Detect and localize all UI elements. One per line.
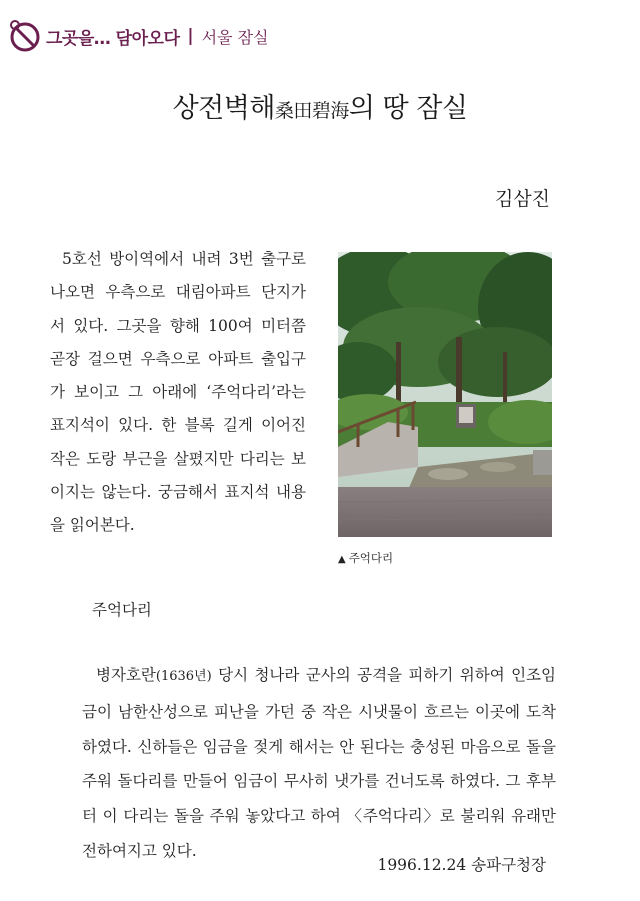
inscription-year: (1636년) bbox=[155, 669, 212, 684]
author-name: 김삼진 bbox=[494, 188, 550, 210]
photo-caption bbox=[338, 550, 393, 566]
intro-paragraph: 5호선 방이역에서 내려 3번 출구로 나오면 우측으로 대림아파트 단지가 서 있다. 그곳을 향해 100여 미터쯤 곧장 걸으면 우측으로 아파트 출입구가 보이고 그 아래에 ‘주억다리’라는 표지석이 있다. 한 블록 길게 이어진 작은 도랑 부근을 살폈지만 다리는 보이지는 않는다. 궁금해서 표지석 내용을 읽어본다. bbox=[50, 250, 306, 535]
inscription-paragraph bbox=[82, 658, 556, 869]
magnifier-circle-icon bbox=[8, 19, 42, 53]
inscription-signature: 1996.12.24 송파구청장 bbox=[377, 856, 546, 874]
title-hanja: 桑田碧海 bbox=[274, 100, 349, 122]
section-title: 그곳을… 담아오다 bbox=[46, 28, 180, 49]
photo-caption-text: 주억다리 bbox=[348, 551, 394, 565]
inscription-heading: 주억다리 bbox=[92, 601, 152, 619]
title-suffix: 의 땅 잠실 bbox=[348, 93, 468, 124]
park-bridge-photo bbox=[338, 252, 552, 537]
section-header bbox=[8, 16, 269, 56]
inscription-start: 병자호란 bbox=[96, 666, 156, 684]
triangle-marker-icon: ▲ bbox=[338, 554, 346, 565]
header-separator: | bbox=[187, 26, 194, 46]
title-prefix: 상전벽해 bbox=[172, 93, 275, 124]
article-title bbox=[0, 86, 640, 125]
inscription-rest: 당시 청나라 군사의 공격을 피하기 위하여 인조임금이 남한산성으로 피난을 가던 중 작은 시냇물이 흐르는 이곳에 도착하였다. 신하들은 임금을 젖게 해서는 안 된다는 충성된 마음으로 돌을 주워 돌다리를 만들어 임금이 무사히 냇가를 건너도록 하였다. 그 후부터 이 다리는 돌을 주워 놓았다고 하여 〈주억다리〉로 불리워 유래만 전하여지고 있다. bbox=[82, 666, 556, 860]
section-subtitle: 서울 잠실 bbox=[201, 27, 269, 47]
